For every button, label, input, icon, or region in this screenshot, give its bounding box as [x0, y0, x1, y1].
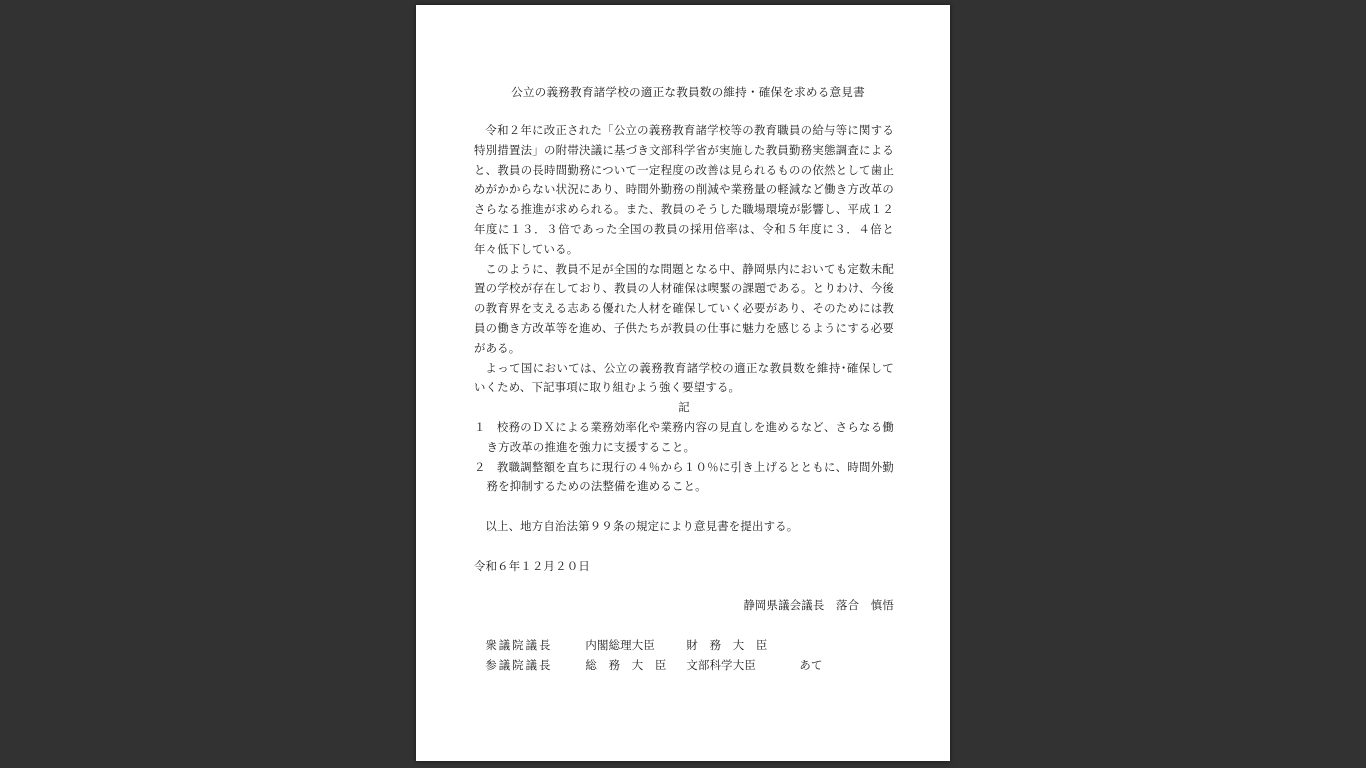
- paragraph-2: このように、教員不足が全国的な問題となる中、静岡県内においても定数未配置の学校が存在しており、教員の人材確保は喫緊の課題である。とりわけ、今後の教育界を支える志ある優れた人材を確保していく必要があり、そのためには教員の働き方改革等を進め、子供たちが教員の仕事に魅力を感じるようにする必要がある。: [474, 261, 894, 355]
- document-body: [474, 121, 894, 675]
- document-title: 公立の義務教育諸学校の適正な教員数の維持・確保を求める意見書: [511, 85, 865, 99]
- addressee: 文部科学大臣: [686, 657, 756, 672]
- addressee-suffix: あて: [799, 657, 823, 672]
- request-item-number: ２: [474, 459, 486, 474]
- addressees: [474, 636, 894, 676]
- closing-statement: 以上、地方自治法第９９条の規定により意見書を提出する。: [485, 518, 799, 533]
- paragraph-1: 令和２年に改正された「公立の義務教育諸学校等の教育職員の給与等に関する特別措置法」の附帯決議に基づき文部科学省が実施した教員勤務実態調査によると、教員の長時間勤務について一定程度の改善は見られるものの依然として歯止めがかからない状況にあり、時間外勤務の削減や業務量の軽減など働き方改革のさらなる推進が求められる。また、教員のそうした職場環境が影響し、平成１２年度に１３．３倍であった全国の教員の採用倍率は、令和５年度に３．４倍と年々低下している。: [474, 123, 894, 256]
- paragraph-3: よって国においては、公立の義務教育諸学校の適正な教員数を維持･確保していくため、下記事項に取り組むよう強く要望する。: [474, 360, 894, 395]
- document-page: [416, 5, 950, 761]
- request-item-number: １: [474, 419, 486, 434]
- spacer: [474, 497, 894, 517]
- document-date: 令和６年１２月２０日: [474, 558, 590, 573]
- addressee: 総 務 大 臣: [585, 657, 667, 672]
- addressee: 衆議院議長: [485, 637, 553, 652]
- spacer: [474, 537, 894, 557]
- request-item-2: [474, 458, 894, 498]
- request-item-1: [474, 418, 894, 458]
- request-item-text: 教職調整額を直ちに現行の４％から１０％に引き上げるとともに、時間外勤務を抑制するための法整備を進めること。: [486, 459, 894, 494]
- signer: 静岡県議会議長 落合 慎悟: [743, 598, 894, 613]
- addressee: 財 務 大 臣: [686, 637, 768, 652]
- addressee-row-2: [485, 656, 894, 676]
- spacer: [474, 616, 894, 636]
- addressee: 参議院議長: [485, 657, 553, 672]
- addressee: 内閣総理大臣: [585, 637, 655, 652]
- request-item-text: 校務のＤＸによる業務効率化や業務内容の見直しを進めるなど、さらなる働き方改革の推進を強力に支援すること。: [486, 419, 894, 454]
- request-list: [474, 418, 894, 497]
- spacer: [474, 576, 894, 596]
- ki-heading: 記: [678, 400, 690, 415]
- addressee-row-1: [485, 636, 894, 656]
